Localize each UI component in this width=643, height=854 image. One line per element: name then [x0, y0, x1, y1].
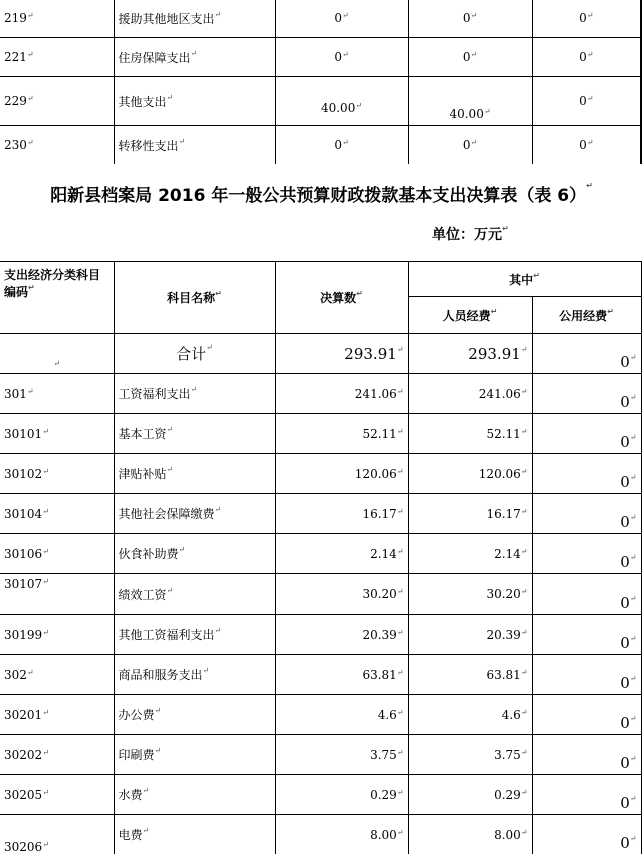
- row-code: 219 ↵: [0, 0, 114, 38]
- total-public: 0 ↵: [532, 334, 641, 374]
- row-total: 4.6 ↵: [275, 695, 408, 735]
- row-code: 221 ↵: [0, 38, 114, 77]
- row-code: 301 ↵: [0, 374, 114, 414]
- previous-table-continuation: [0, 0, 642, 164]
- header-total: 决算数 ↵: [275, 262, 408, 334]
- row-personnel: 20.39 ↵: [408, 615, 532, 655]
- row-public: 0 ↵: [532, 374, 641, 414]
- row-public: 0 ↵: [532, 615, 641, 655]
- header-public: 公用经费 ↵: [532, 297, 641, 334]
- row-public: 0 ↵: [532, 454, 641, 494]
- header-code: 支出经济分类科目编码 ↵: [0, 262, 114, 334]
- row-value: 0 ↵: [408, 0, 532, 38]
- row-name: 其他社会保障缴费 ↵: [114, 494, 275, 534]
- row-personnel: 63.81 ↵: [408, 655, 532, 695]
- row-personnel: 241.06 ↵: [408, 374, 532, 414]
- row-public: 0 ↵: [532, 494, 641, 534]
- row-name: 商品和服务支出 ↵: [114, 655, 275, 695]
- total-code: [0, 334, 114, 374]
- table-row: [0, 775, 641, 815]
- table-row: [0, 77, 641, 126]
- header-name: 科目名称 ↵: [114, 262, 275, 334]
- row-code: 30201 ↵: [0, 695, 114, 735]
- table-row: [0, 574, 641, 615]
- table-row: [0, 815, 641, 854]
- row-name: 津贴补贴 ↵: [114, 454, 275, 494]
- total-row: [0, 334, 641, 374]
- row-value: 0 ↵: [532, 0, 641, 38]
- row-total: 8.00 ↵: [275, 815, 408, 854]
- row-public: 0 ↵: [532, 815, 641, 854]
- row-name: 转移性支出 ↵: [114, 126, 275, 165]
- row-personnel: 16.17 ↵: [408, 494, 532, 534]
- table-row: [0, 494, 641, 534]
- row-public: 0 ↵: [532, 775, 641, 815]
- table-row: [0, 414, 641, 454]
- row-code: 229 ↵: [0, 77, 114, 126]
- row-name: 基本工资 ↵: [114, 414, 275, 454]
- row-code: 230 ↵: [0, 126, 114, 165]
- row-public: 0 ↵: [532, 574, 641, 615]
- row-total: 241.06 ↵: [275, 374, 408, 414]
- table-row: [0, 374, 641, 414]
- row-code: 30202 ↵: [0, 735, 114, 775]
- row-personnel: 0.29 ↵: [408, 775, 532, 815]
- row-value: 0 ↵: [275, 38, 408, 77]
- total-label: 合计 ↵: [114, 334, 275, 374]
- header-of-which: 其中 ↵: [408, 262, 641, 297]
- row-code: 302 ↵: [0, 655, 114, 695]
- row-code: 30101 ↵: [0, 414, 114, 454]
- row-code: 30106 ↵: [0, 534, 114, 574]
- row-value: 0 ↵: [275, 0, 408, 38]
- row-name: 水费 ↵: [114, 775, 275, 815]
- row-public: 0 ↵: [532, 735, 641, 775]
- row-personnel: 52.11 ↵: [408, 414, 532, 454]
- row-name: 住房保障支出 ↵: [114, 38, 275, 77]
- total-personnel: 293.91 ↵: [408, 334, 532, 374]
- row-code: 30104 ↵: [0, 494, 114, 534]
- row-value: 0 ↵: [275, 126, 408, 165]
- table-row: [0, 655, 641, 695]
- row-name: 其他工资福利支出 ↵: [114, 615, 275, 655]
- row-personnel: 4.6 ↵: [408, 695, 532, 735]
- row-name: 电费 ↵: [114, 815, 275, 854]
- table-row: [0, 454, 641, 494]
- unit-label: 单位：万元 ↵: [432, 224, 509, 244]
- row-total: 16.17 ↵: [275, 494, 408, 534]
- row-value: 40.00 ↵: [408, 77, 532, 126]
- page-title: 阳新县档案局 2016 年一般公共预算财政拨款基本支出决算表（表 6） ↵: [0, 181, 643, 206]
- table-row: [0, 534, 641, 574]
- table-row: [0, 126, 641, 165]
- row-public: 0 ↵: [532, 534, 641, 574]
- row-personnel: 8.00 ↵: [408, 815, 532, 854]
- row-code: 30102 ↵: [0, 454, 114, 494]
- row-value: 40.00 ↵: [275, 77, 408, 126]
- row-value: 0 ↵: [532, 126, 641, 165]
- row-total: 20.39 ↵: [275, 615, 408, 655]
- table-header-row: [0, 262, 641, 297]
- row-total: 120.06 ↵: [275, 454, 408, 494]
- row-name: 办公费 ↵: [114, 695, 275, 735]
- row-name: 伙食补助费 ↵: [114, 534, 275, 574]
- row-value: 0 ↵: [408, 126, 532, 165]
- header-personnel: 人员经费 ↵: [408, 297, 532, 334]
- row-total: 52.11 ↵: [275, 414, 408, 454]
- table-row: [0, 38, 641, 77]
- row-name: 工资福利支出 ↵: [114, 374, 275, 414]
- row-code: 30206 ↵: [0, 815, 114, 854]
- row-total: 2.14 ↵: [275, 534, 408, 574]
- row-personnel: 120.06 ↵: [408, 454, 532, 494]
- row-code: 30205 ↵: [0, 775, 114, 815]
- row-public: 0 ↵: [532, 695, 641, 735]
- row-code: 30107 ↵: [0, 574, 114, 615]
- row-public: 0 ↵: [532, 655, 641, 695]
- row-personnel: 2.14 ↵: [408, 534, 532, 574]
- row-total: 63.81 ↵: [275, 655, 408, 695]
- table-row: [0, 0, 641, 38]
- table-row: [0, 695, 641, 735]
- table-row: [0, 735, 641, 775]
- row-name: 其他支出 ↵: [114, 77, 275, 126]
- row-code: 30199 ↵: [0, 615, 114, 655]
- expenditure-table: [0, 261, 642, 854]
- row-value: 0 ↵: [408, 38, 532, 77]
- total-value: 293.91 ↵: [275, 334, 408, 374]
- row-personnel: 3.75 ↵: [408, 735, 532, 775]
- row-name: 援助其他地区支出 ↵: [114, 0, 275, 38]
- row-personnel: 30.20 ↵: [408, 574, 532, 615]
- row-public: 0 ↵: [532, 414, 641, 454]
- row-total: 30.20 ↵: [275, 574, 408, 615]
- row-value: 0 ↵: [532, 77, 641, 126]
- row-total: 0.29 ↵: [275, 775, 408, 815]
- table-row: [0, 615, 641, 655]
- row-name: 印刷费 ↵: [114, 735, 275, 775]
- row-total: 3.75 ↵: [275, 735, 408, 775]
- row-value: 0 ↵: [532, 38, 641, 77]
- row-name: 绩效工资 ↵: [114, 574, 275, 615]
